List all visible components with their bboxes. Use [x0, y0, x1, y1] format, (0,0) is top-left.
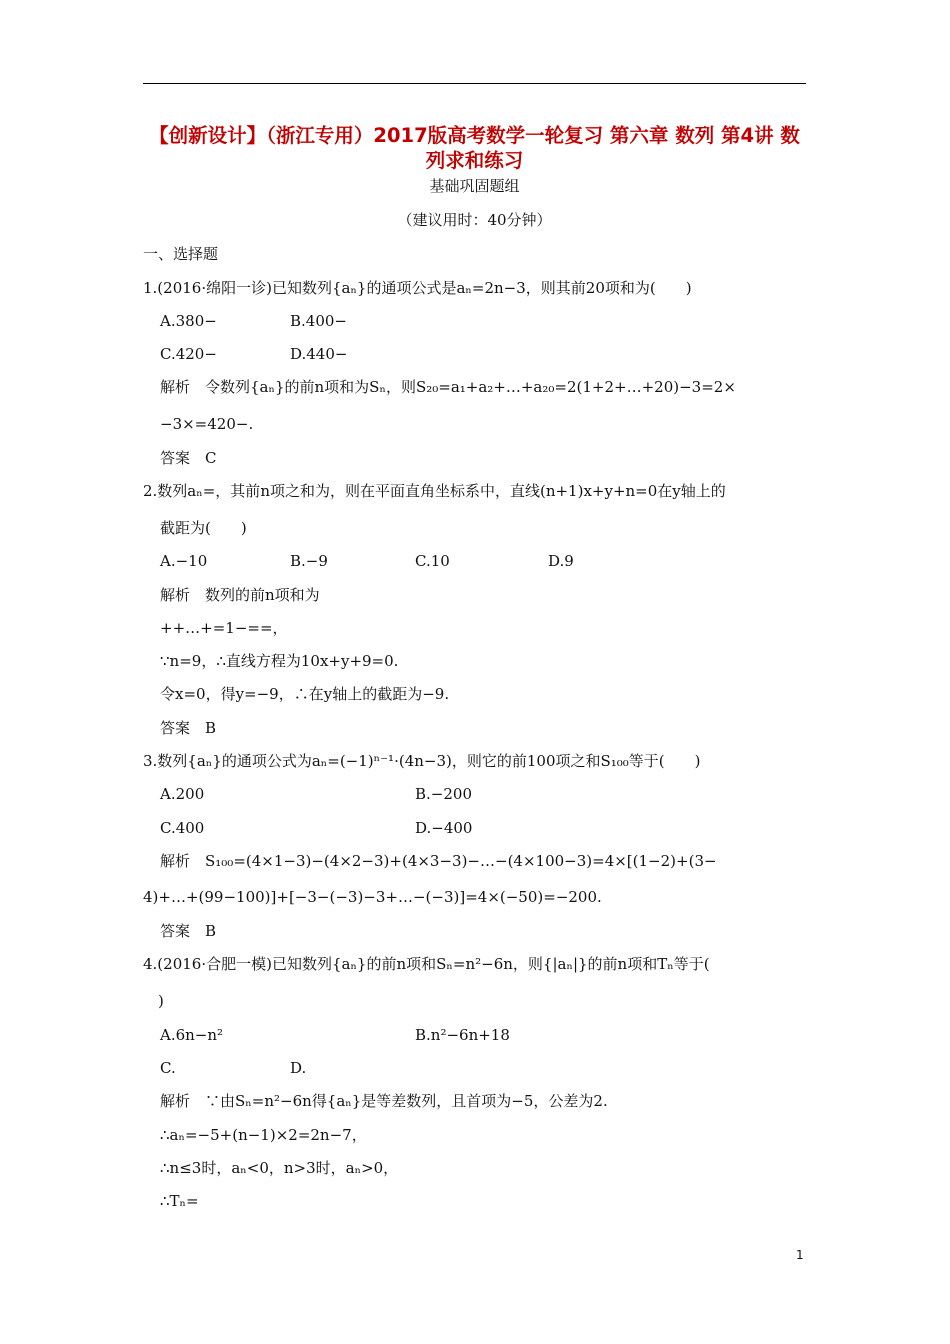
- text-line: B.−200: [415, 785, 472, 803]
- text-line: 答案 B: [160, 922, 217, 940]
- text-line: 答案 B: [160, 719, 217, 737]
- text-line: C.420−: [160, 345, 217, 363]
- text-line: D.: [290, 1059, 307, 1077]
- text-line: 令x=0，得y=−9，∴在y轴上的截距为−9.: [160, 685, 450, 703]
- text-line: ∴n≤3时，aₙ<0，n>3时，aₙ>0，: [160, 1159, 399, 1177]
- text-line: 解析 ∵由Sₙ=n²−6n得{aₙ}是等差数列，且首项为−5，公差为2.: [160, 1092, 608, 1110]
- text-line: A.200: [160, 785, 205, 803]
- header-rule: [143, 83, 806, 84]
- text-line: 3.数列{aₙ}的通项公式为aₙ=(−1)ⁿ⁻¹·(4n−3)，则它的前100项之和S₁₀₀等于( ): [143, 752, 701, 770]
- text-line: 解析 数列的前n项和为: [160, 586, 320, 604]
- text-line: 4)+…+(99−100)]+[−3−(−3)−3+…−(−3)]=4×(−50)=−200.: [143, 888, 602, 906]
- text-line: −3×=420−.: [160, 415, 254, 433]
- text-line: ∴aₙ=−5+(n−1)×2=2n−7，: [160, 1126, 367, 1144]
- text-line: D.−400: [415, 819, 473, 837]
- text-line: ∴Tₙ=: [160, 1192, 199, 1210]
- text-line: B.n²−6n+18: [415, 1026, 510, 1044]
- text-line: C.400: [160, 819, 205, 837]
- text-line: ∵n=9，∴直线方程为10x+y+9=0.: [160, 652, 399, 670]
- section-subtitle: 基础巩固题组: [429, 177, 520, 195]
- text-line: 截距为( ): [160, 519, 247, 537]
- text-line: ): [158, 992, 164, 1010]
- text-line: 2.数列aₙ=，其前n项之和为，则在平面直角坐标系中，直线(n+1)x+y+n=0在y轴上的: [143, 482, 726, 500]
- page-number: 1: [796, 1248, 804, 1262]
- page-title: 【创新设计】（浙江专用）2017版高考数学一轮复习 第六章 数列 第4讲 数列求和练习: [149, 124, 800, 172]
- text-line: 一、选择题: [143, 245, 219, 263]
- text-line: B.400−: [290, 312, 347, 330]
- text-line: A.−10: [160, 552, 208, 570]
- text-line: 解析 S₁₀₀=(4×1−3)−(4×2−3)+(4×3−3)−…−(4×100−3)=4×[(1−2)+(3−: [160, 852, 717, 870]
- text-line: 解析 令数列{aₙ}的前n项和为Sₙ，则S₂₀=a₁+a₂+…+a₂₀=2(1+2+…+20)−3=2×: [160, 378, 736, 396]
- text-line: ++…+=1−==，: [160, 619, 288, 637]
- text-line: A.380−: [160, 312, 217, 330]
- text-line: D.440−: [290, 345, 348, 363]
- text-line: 4.(2016·合肥一模)已知数列{aₙ}的前n项和Sₙ=n²−6n，则{|aₙ|}的前n项和Tₙ等于(: [143, 955, 710, 973]
- text-line: 答案 C: [160, 449, 217, 467]
- text-line: A.6n−n²: [160, 1026, 224, 1044]
- text-line: B.−9: [290, 552, 328, 570]
- text-line: D.9: [548, 552, 574, 570]
- text-line: C.10: [415, 552, 450, 570]
- time-note: （建议用时：40分钟）: [397, 211, 552, 229]
- text-line: C.: [160, 1059, 176, 1077]
- text-line: 1.(2016·绵阳一诊)已知数列{aₙ}的通项公式是aₙ=2n−3，则其前20项和为( ): [143, 279, 692, 297]
